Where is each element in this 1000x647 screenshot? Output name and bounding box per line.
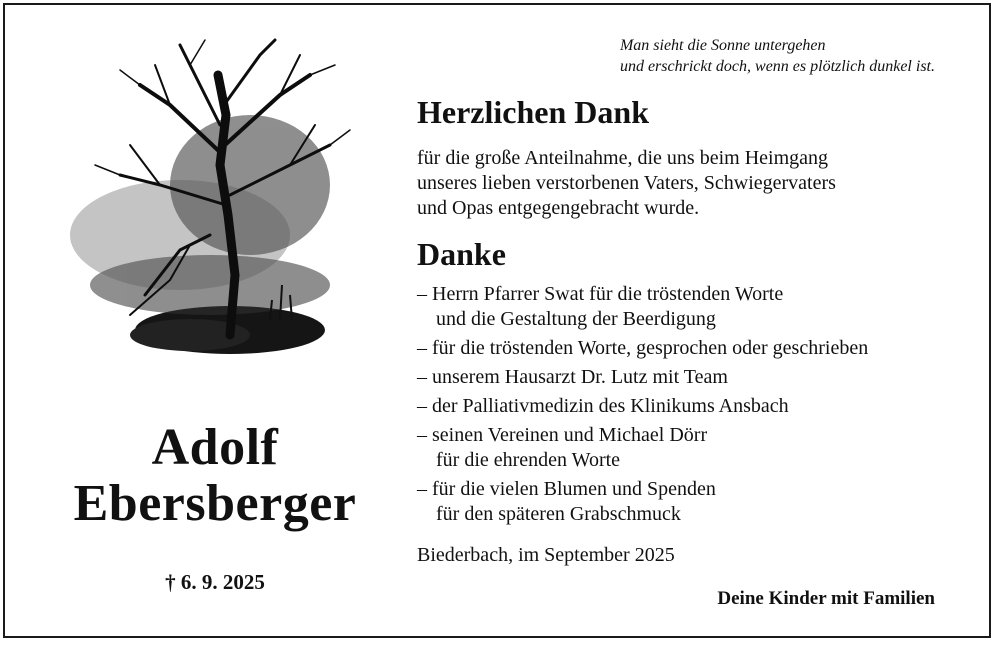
last-name: Ebersberger [73,475,357,532]
death-date: † 6. 9. 2025 [165,570,265,594]
list-item-line: – für die tröstenden Worte, gesprochen oder geschrieben [417,337,869,359]
list-item [417,394,868,419]
motto-quote [620,35,935,77]
paragraph-line: und Opas entgegengebracht wurde. [417,197,700,219]
motto-line: Man sieht die Sonne untergehen [619,37,826,54]
motto-line: und erschrickt doch, wenn es plötzlich dunkel ist. [619,58,935,75]
list-item [417,365,868,390]
signature: Deine Kinder mit Familien [717,588,935,609]
list-item [417,336,868,361]
thanks-paragraph [417,146,836,221]
list-item [417,282,868,332]
paragraph-line: für die große Anteilnahme, die uns beim Heimgang [417,147,829,169]
list-item [417,423,868,473]
deceased-name [30,420,400,532]
paragraph-line: unseres lieben verstorbenen Vaters, Schwiegervaters [417,172,836,194]
list-item-line: – für die vielen Blumen und Spenden [417,478,716,500]
list-item-line: – Herrn Pfarrer Swat für die tröstenden Worte [417,283,784,305]
left-column [30,30,400,620]
list-item [417,477,868,527]
list-item-line: – seinen Vereinen und Michael Dörr [417,424,708,446]
list-item-line: – unserem Hausarzt Dr. Lutz mit Team [417,366,728,388]
right-column [417,30,957,620]
thanks-list [417,282,868,531]
list-item-line: – der Palliativmedizin des Klinikums Ansbach [417,395,789,417]
tree-illustration [60,35,360,365]
heading-danke: Danke [417,236,506,272]
list-item-line: und die Gestaltung der Beerdigung [436,308,716,330]
first-name: Adolf [151,419,279,476]
place-date: Biederbach, im September 2025 [417,544,675,566]
heading-herzlichen-dank: Herzlichen Dank [417,94,649,130]
list-item-line: für die ehrenden Worte [436,449,621,471]
list-item-line: für den späteren Grabschmuck [436,503,681,525]
